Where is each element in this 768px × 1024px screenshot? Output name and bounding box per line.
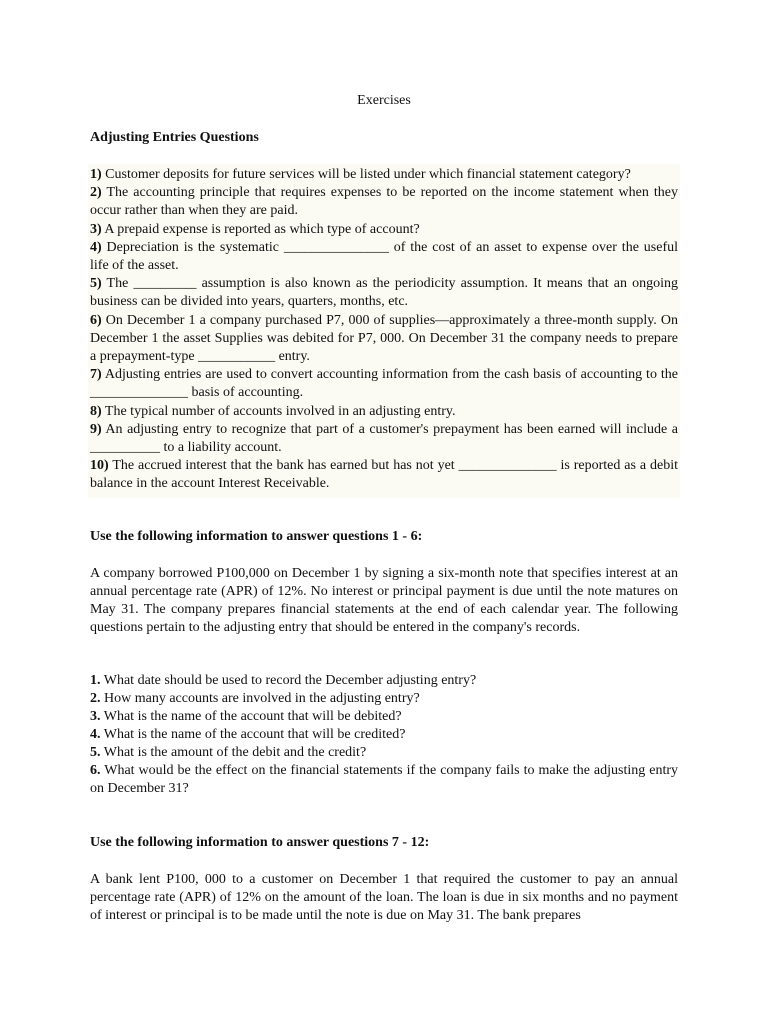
- question-item: 9) An adjusting entry to recognize that part of a customer's prepayment has been earned will include a __________ to a liability account.: [90, 421, 678, 456]
- page-title: Exercises: [357, 93, 411, 108]
- question-item: 2) The accounting principle that requires expenses to be reported on the income statement when they occur rather than when they are paid.: [90, 185, 678, 219]
- section-heading-questions-1-6: Use the following information to answer questions 1 - 6:: [90, 529, 423, 544]
- question-item: 1) Customer deposits for future services will be listed under which financial statement category?: [90, 167, 631, 182]
- scenario-paragraph-bank: A bank lent P100, 000 to a customer on December 1 that required the customer to pay an annual percentage rate (APR) of 12% on the amount of the loan. The loan is due in six months and no payment of interest or principal is to be made until the note is due on May 31. The bank prepares: [90, 872, 678, 923]
- question-item: 4) Depreciation is the systematic _______________ of the cost of an asset to expense over the useful life of the asset.: [90, 239, 678, 274]
- adjusting-questions-list: [88, 164, 680, 498]
- scenario-paragraph-borrower: A company borrowed P100,000 on December 1 by signing a six-month note that specifies interest at an annual percentage rate (APR) of 12%. No interest or principal payment is due until the note matures on May 31. The company prepares financial statements at the end of each calendar year. The following questions pertain to the adjusting entry that should be entered in the company's records.: [90, 566, 678, 635]
- question-item: 4. What is the name of the account that will be credited?: [90, 727, 406, 742]
- section-heading-questions-7-12: Use the following information to answer questions 7 - 12:: [90, 835, 430, 850]
- question-item: 7) Adjusting entries are used to convert accounting information from the cash basis of accounting to the ______________ basis of accounting.: [90, 367, 678, 401]
- question-item: 2. How many accounts are involved in the adjusting entry?: [90, 691, 420, 706]
- question-item: 6) On December 1 a company purchased P7, 000 of supplies—approximately a three-month supply. On December 1 the asset Supplies was debited for P7, 000. On December 31 the company needs to prepare a prepayment-type ___________ entry.: [90, 312, 678, 365]
- question-item: 1. What date should be used to record the December adjusting entry?: [90, 673, 477, 688]
- question-item: 8) The typical number of accounts involved in an adjusting entry.: [90, 403, 456, 419]
- question-item: 5) The _________ assumption is also known as the periodicity assumption. It means that an ongoing business can be divided into years, quarters, months, etc.: [90, 276, 678, 310]
- question-item: 3. What is the name of the account that will be debited?: [90, 709, 402, 724]
- scenario-questions-list: [90, 672, 678, 798]
- section-heading-adjusting-entries: Adjusting Entries Questions: [90, 130, 259, 145]
- question-item: 6. What would be the effect on the financial statements if the company fails to make the adjusting entry on December 31?: [90, 763, 678, 796]
- question-item: 5. What is the amount of the debit and the credit?: [90, 745, 367, 760]
- question-item: 3) A prepaid expense is reported as which type of account?: [90, 221, 420, 237]
- question-item: 10) The accrued interest that the bank has earned but has not yet ______________ is reported as a debit balance in the account Interest Receivable.: [90, 458, 678, 492]
